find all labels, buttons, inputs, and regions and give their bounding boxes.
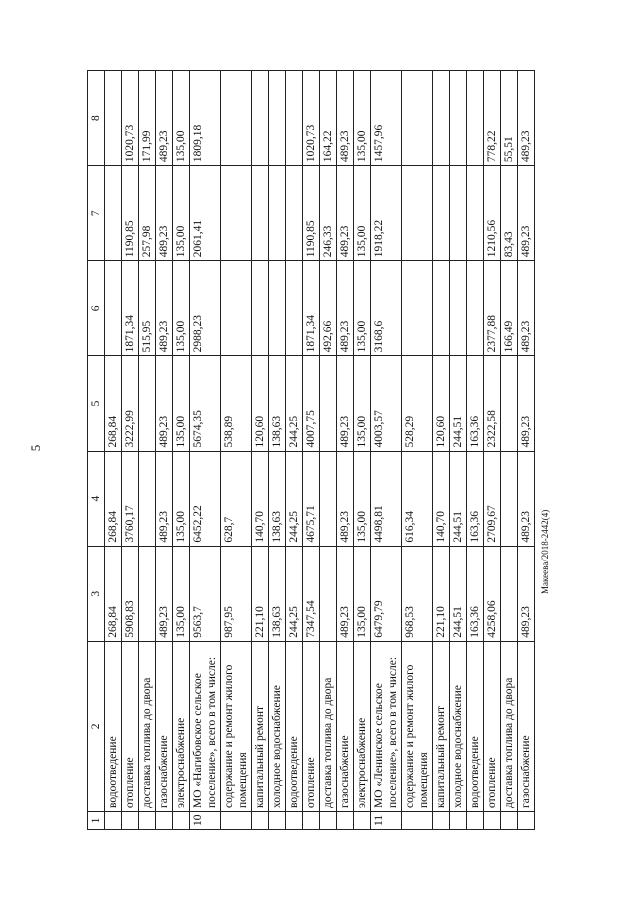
value-cell: 83,43 — [501, 166, 518, 261]
table-row — [484, 71, 501, 830]
value-cell: 1190,85 — [303, 166, 320, 261]
row-label-cell: отопление — [484, 641, 501, 811]
value-cell — [221, 71, 252, 166]
value-cell: 163,36 — [467, 451, 484, 546]
value-cell: 135,00 — [354, 356, 371, 451]
value-cell: 268,84 — [105, 356, 122, 451]
table-row — [354, 71, 371, 830]
value-cell: 5674,35 — [190, 356, 221, 451]
value-cell — [269, 71, 286, 166]
row-label-cell: газоснабжение — [156, 641, 173, 811]
table-row — [433, 71, 450, 830]
value-cell: 3168,6 — [371, 261, 402, 356]
row-label-cell: доставка топлива до двора — [320, 641, 337, 811]
table-row — [450, 71, 467, 830]
value-cell: 257,98 — [139, 166, 156, 261]
value-cell: 120,60 — [252, 356, 269, 451]
value-cell: 244,25 — [286, 546, 303, 641]
row-index-cell — [450, 811, 467, 829]
value-cell — [221, 166, 252, 261]
value-cell: 6452,22 — [190, 451, 221, 546]
value-cell: 2061,41 — [190, 166, 221, 261]
value-cell: 164,22 — [320, 71, 337, 166]
value-cell: 1020,73 — [303, 71, 320, 166]
value-cell: 489,23 — [156, 166, 173, 261]
row-label-cell: МО «Нагибовское сельское поселение», всего в том числе: — [190, 641, 221, 811]
value-cell: 135,00 — [173, 261, 190, 356]
value-cell: 489,23 — [156, 356, 173, 451]
value-cell: 166,49 — [501, 261, 518, 356]
value-cell — [433, 71, 450, 166]
value-cell: 2377,88 — [484, 261, 501, 356]
row-label-cell: газоснабжение — [337, 641, 354, 811]
row-label-cell: отопление — [303, 641, 320, 811]
row-index-cell — [518, 811, 535, 829]
value-cell — [269, 166, 286, 261]
row-label-cell: электроснабжение — [173, 641, 190, 811]
value-cell: 140,70 — [433, 451, 450, 546]
value-cell — [450, 166, 467, 261]
table-row — [518, 71, 535, 830]
value-cell — [221, 261, 252, 356]
value-cell — [467, 261, 484, 356]
value-cell — [320, 356, 337, 451]
value-cell: 4675,71 — [303, 451, 320, 546]
value-cell: 489,23 — [518, 546, 535, 641]
row-label-cell: отопление — [122, 641, 139, 811]
value-cell — [402, 261, 433, 356]
value-cell — [450, 71, 467, 166]
table-row — [320, 71, 337, 830]
tariff-table-container — [87, 70, 587, 830]
row-index-cell — [320, 811, 337, 829]
value-cell: 968,53 — [402, 546, 433, 641]
row-index-cell — [467, 811, 484, 829]
table-row — [402, 71, 433, 830]
value-cell — [286, 166, 303, 261]
value-cell: 489,23 — [337, 166, 354, 261]
value-cell: 2988,23 — [190, 261, 221, 356]
table-row — [337, 71, 354, 830]
value-cell — [501, 356, 518, 451]
value-cell: 244,25 — [286, 356, 303, 451]
table-row — [139, 71, 156, 830]
column-header: 4 — [88, 451, 105, 546]
row-index-cell — [156, 811, 173, 829]
column-header: 1 — [88, 811, 105, 829]
value-cell — [105, 261, 122, 356]
value-cell: 778,22 — [484, 71, 501, 166]
value-cell: 616,34 — [402, 451, 433, 546]
value-cell — [467, 166, 484, 261]
value-cell — [402, 71, 433, 166]
row-index-cell — [269, 811, 286, 829]
row-index-cell — [433, 811, 450, 829]
value-cell: 135,00 — [354, 166, 371, 261]
table-row — [371, 71, 402, 830]
table-row — [105, 71, 122, 830]
value-cell — [139, 451, 156, 546]
row-label-cell: доставка топлива до двора — [501, 641, 518, 811]
value-cell: 1871,34 — [122, 261, 139, 356]
value-cell: 221,10 — [433, 546, 450, 641]
row-label-cell: водоотведение — [105, 641, 122, 811]
value-cell — [501, 546, 518, 641]
value-cell: 1918,22 — [371, 166, 402, 261]
value-cell — [501, 451, 518, 546]
row-index-cell — [337, 811, 354, 829]
row-index-cell — [122, 811, 139, 829]
value-cell — [320, 451, 337, 546]
value-cell: 4258,06 — [484, 546, 501, 641]
row-index-cell — [501, 811, 518, 829]
row-index-cell — [354, 811, 371, 829]
value-cell: 221,10 — [252, 546, 269, 641]
value-cell: 268,84 — [105, 546, 122, 641]
value-cell: 135,00 — [173, 451, 190, 546]
column-header: 6 — [88, 261, 105, 356]
table-row — [269, 71, 286, 830]
value-cell — [286, 71, 303, 166]
table-row — [303, 71, 320, 830]
value-cell — [252, 261, 269, 356]
column-header: 8 — [88, 71, 105, 166]
value-cell — [467, 71, 484, 166]
row-label-cell: холодное водоснабжение — [269, 641, 286, 811]
value-cell: 163,36 — [467, 356, 484, 451]
value-cell: 244,51 — [450, 356, 467, 451]
value-cell — [269, 261, 286, 356]
value-cell: 489,23 — [518, 166, 535, 261]
value-cell: 120,60 — [433, 356, 450, 451]
value-cell: 489,23 — [518, 71, 535, 166]
value-cell: 135,00 — [354, 451, 371, 546]
column-header: 3 — [88, 546, 105, 641]
value-cell: 268,84 — [105, 451, 122, 546]
value-cell: 135,00 — [173, 166, 190, 261]
value-cell: 135,00 — [173, 356, 190, 451]
value-cell — [433, 166, 450, 261]
row-label-cell: газоснабжение — [518, 641, 535, 811]
row-index-cell: 10 — [190, 811, 221, 829]
row-index-cell — [286, 811, 303, 829]
row-label-cell: содержание и ремонт жилого помещения — [402, 641, 433, 811]
value-cell: 528,29 — [402, 356, 433, 451]
value-cell: 135,00 — [173, 71, 190, 166]
table-body — [105, 71, 535, 830]
value-cell: 489,23 — [518, 451, 535, 546]
value-cell: 55,51 — [501, 71, 518, 166]
row-label-cell: содержание и ремонт жилого помещения — [221, 641, 252, 811]
value-cell: 489,23 — [337, 261, 354, 356]
value-cell — [139, 356, 156, 451]
row-label-cell: капитальный ремонт — [252, 641, 269, 811]
value-cell: 492,66 — [320, 261, 337, 356]
row-index-cell — [402, 811, 433, 829]
row-index-cell — [252, 811, 269, 829]
value-cell: 3760,17 — [122, 451, 139, 546]
table-row — [122, 71, 139, 830]
row-index-cell — [173, 811, 190, 829]
value-cell: 5908,83 — [122, 546, 139, 641]
row-index-cell — [105, 811, 122, 829]
row-label-cell: водоотведение — [467, 641, 484, 811]
value-cell: 1871,34 — [303, 261, 320, 356]
value-cell: 244,51 — [450, 451, 467, 546]
value-cell: 6479,79 — [371, 546, 402, 641]
value-cell: 4007,75 — [303, 356, 320, 451]
value-cell — [105, 71, 122, 166]
table-row — [173, 71, 190, 830]
value-cell: 9563,7 — [190, 546, 221, 641]
value-cell: 489,23 — [337, 71, 354, 166]
row-index-cell — [484, 811, 501, 829]
value-cell: 138,63 — [269, 451, 286, 546]
value-cell — [450, 261, 467, 356]
value-cell: 1809,18 — [190, 71, 221, 166]
value-cell — [286, 261, 303, 356]
value-cell: 489,23 — [156, 451, 173, 546]
table-row — [286, 71, 303, 830]
row-label-cell: МО «Ленинское сельское поселение», всего в том числе: — [371, 641, 402, 811]
column-header: 7 — [88, 166, 105, 261]
value-cell: 628,7 — [221, 451, 252, 546]
row-index-cell: 11 — [371, 811, 402, 829]
value-cell: 135,00 — [354, 546, 371, 641]
value-cell: 489,23 — [156, 71, 173, 166]
value-cell: 140,70 — [252, 451, 269, 546]
row-index-cell — [303, 811, 320, 829]
row-label-cell: капитальный ремонт — [433, 641, 450, 811]
table-row — [156, 71, 173, 830]
value-cell: 1190,85 — [122, 166, 139, 261]
value-cell: 4003,57 — [371, 356, 402, 451]
value-cell: 246,33 — [320, 166, 337, 261]
value-cell — [252, 71, 269, 166]
row-label-cell: водоотведение — [286, 641, 303, 811]
value-cell: 489,23 — [518, 261, 535, 356]
value-cell: 489,23 — [337, 356, 354, 451]
value-cell: 244,51 — [450, 546, 467, 641]
tariff-table — [87, 70, 535, 830]
value-cell: 163,36 — [467, 546, 484, 641]
value-cell: 489,23 — [518, 356, 535, 451]
value-cell: 538,89 — [221, 356, 252, 451]
value-cell: 171,99 — [139, 71, 156, 166]
value-cell: 515,95 — [139, 261, 156, 356]
page-number: 5 — [28, 444, 43, 452]
value-cell: 3222,99 — [122, 356, 139, 451]
value-cell — [139, 546, 156, 641]
value-cell: 138,63 — [269, 546, 286, 641]
value-cell: 135,00 — [354, 71, 371, 166]
value-cell: 4498,81 — [371, 451, 402, 546]
value-cell: 2322,58 — [484, 356, 501, 451]
row-label-cell: доставка топлива до двора — [139, 641, 156, 811]
table-row — [252, 71, 269, 830]
table-header-row — [88, 71, 105, 830]
value-cell: 135,00 — [354, 261, 371, 356]
row-index-cell — [221, 811, 252, 829]
table-row — [190, 71, 221, 830]
row-index-cell — [139, 811, 156, 829]
row-label-cell: холодное водоснабжение — [450, 641, 467, 811]
value-cell — [402, 166, 433, 261]
value-cell — [252, 166, 269, 261]
value-cell: 489,23 — [156, 261, 173, 356]
value-cell: 1210,56 — [484, 166, 501, 261]
value-cell: 244,25 — [286, 451, 303, 546]
table-row — [221, 71, 252, 830]
table-row — [467, 71, 484, 830]
value-cell — [320, 546, 337, 641]
row-label-cell: электроснабжение — [354, 641, 371, 811]
value-cell: 1457,96 — [371, 71, 402, 166]
value-cell: 489,23 — [337, 546, 354, 641]
value-cell: 2709,67 — [484, 451, 501, 546]
value-cell — [433, 261, 450, 356]
table-row — [501, 71, 518, 830]
value-cell: 138,63 — [269, 356, 286, 451]
value-cell: 135,00 — [173, 546, 190, 641]
value-cell: 489,23 — [337, 451, 354, 546]
value-cell: 7347,54 — [303, 546, 320, 641]
value-cell: 987,95 — [221, 546, 252, 641]
column-header: 5 — [88, 356, 105, 451]
column-header: 2 — [88, 641, 105, 811]
value-cell — [105, 166, 122, 261]
document-footer-code: Макеева/2018-2442(4) — [540, 509, 550, 594]
value-cell: 489,23 — [156, 546, 173, 641]
value-cell: 1020,73 — [122, 71, 139, 166]
